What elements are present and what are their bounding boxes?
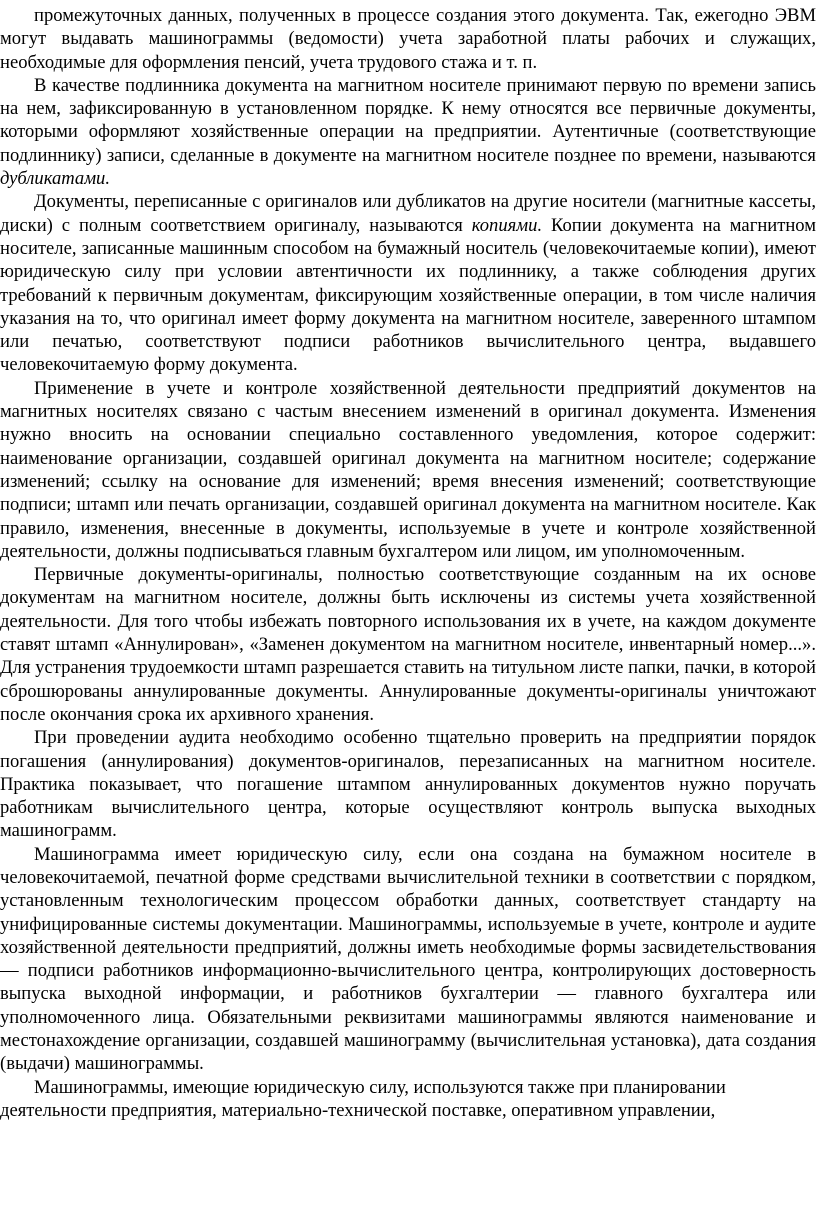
paragraph-original-definition <box>0 74 816 190</box>
paragraph-changes <box>0 377 816 563</box>
paragraph-annulment <box>0 563 816 726</box>
emphasized-term: копиями. <box>471 214 543 236</box>
paragraph-text: Применение в учете и контроле хозяйственной деятельности предприятий документов на магнитных носителях связано с частым внесением изменений в оригинал документа. Изменения нужно вносить на основании специально составленного уведомления, которое содержит: наименование организации, создавшей оригинал документа на магнитном носителе; содержание изменений; ссылку на основание для изменений; время внесения изменений; соответствующие подписи; штамп или печать организации, создавшей оригинал документа на магнитном носителе. Как правило, изменения, внесенные в документы, используемые в учете и контроле хозяйственной деятельности, должны подписываться главным бухгалтером или лицом, им уполномоченным. <box>0 377 816 562</box>
paragraph-text: Копии документа на магнитном носителе, записанные машинным способом на бумажный носитель (человекочитаемые копии), имеют юридическую силу при условии автентичности их подлиннику, а также соблюдения других требований к первичным документам, фиксирующим хозяйственные операции, в том числе наличия указания на то, что оригинал имеет форму документа на магнитном носителе, заверенного штампом или печатью, соответствуют подписи работников вычислительного центра, выдавшего человекочитаемую форму документа. <box>0 214 816 376</box>
paragraph-copies-definition <box>0 190 816 376</box>
paragraph-text: Машинограмма имеет юридическую силу, если она создана на бумажном носителе в человекочитаемой, печатной форме средствами вычислительной техники в соответствии с порядком, установленным технологическим процессом обработки данных, соответствует стандарту на унифицированные системы документации. Машинограммы, используемые в учете, контроле и аудите хозяйственной деятельности предприятий, должны иметь необходимые формы засвидетельствования — подписи работников информационно-вычислительного центра, контролирующих достоверность выпуска выходной информации, и работников бухгалтерии — главного бухгалтера или уполномоченного лица. Обязательными реквизитами машинограммы являются наименование и местонахождение организации, создавшей машинограмму (вычислительная установка), дата создания (выдачи) машинограммы. <box>0 843 816 1075</box>
paragraph-text: Документы, переписанные с оригиналов или дубликатов на другие носители (магнитные кассеты, диски) с полным соответствием оригиналу, называются <box>0 191 816 236</box>
paragraph-machinogram-usage <box>0 1076 816 1123</box>
paragraph-text: промежуточных данных, полученных в процессе создания этого документа. Так, ежегодно ЭВМ могут выдавать машинограммы (ведомости) учета заработной платы рабочих и служащих, необходимые для оформления пенсий, учета трудового стажа и т. п. <box>0 5 816 73</box>
paragraph-text: При проведении аудита необходимо особенно тщательно проверить на предприятии порядок погашения (аннулирования) документов-оригиналов, перезаписанных на магнитном носителе. Практика показывает, что погашение штампом аннулированных документов нужно поручать работникам вычислительного центра, которые осуществляют контроль выпуска выходных машинограмм. <box>0 727 816 842</box>
emphasized-term: дубликатами. <box>0 168 111 190</box>
paragraph-text: Первичные документы-оригиналы, полностью соответствующие созданным на их основе документам на магнитном носителе, должны быть исключены из системы учета хозяйственной деятельности. Для того чтобы избежать повторного использования их в учете, на каждом документе ставят штамп «Аннулирован», «Заменен документом на магнитном носителе, инвентарный номер...». Для устранения трудоемкости штамп разрешается ставить на титульном листе папки, пачки, в которой сброшюрованы аннулированные документы. Аннулированные документы-оригиналы уничтожают после окончания срока их архивного хранения. <box>0 564 816 725</box>
paragraph-audit <box>0 726 816 842</box>
paragraph-text: Машинограммы, имеющие юридическую силу, используются также при планировании деятельности предприятия, материально-технической поставке, оперативном управлении, <box>0 1076 726 1121</box>
paragraph-text: В качестве подлинника документа на магнитном носителе принимают первую по времени запись на нем, зафиксированную в установленном порядке. К нему относятся все первичные документы, которыми оформляют хозяйственные операции на предприятии. Аутентичные (соответствующие подлиннику) записи, сделанные в документе на магнитном носителе позднее по времени, называются <box>0 74 816 166</box>
paragraph-continuation <box>0 4 816 74</box>
paragraph-machinogram <box>0 843 816 1076</box>
